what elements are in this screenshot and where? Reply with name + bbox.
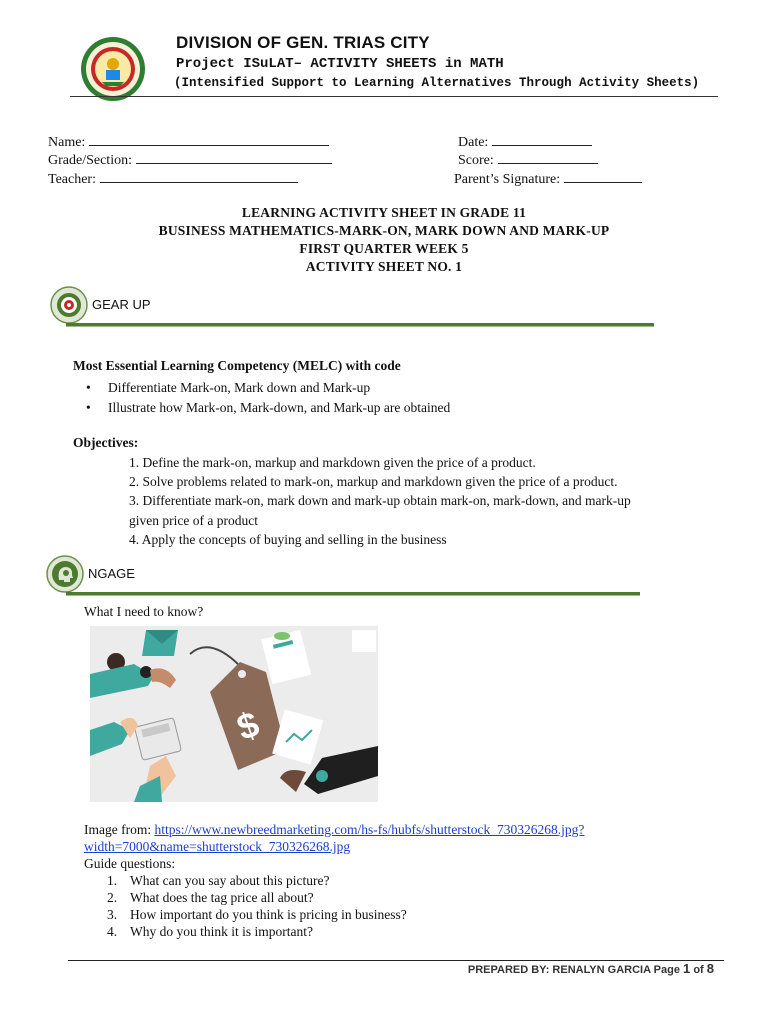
parent-signature-label: Parent’s Signature:	[454, 172, 561, 187]
name-blank[interactable]	[89, 134, 329, 146]
image-source-prefix: Image from:	[84, 822, 155, 837]
title-line-1: LEARNING ACTIVITY SHEET IN GRADE 11	[241, 205, 527, 220]
name-label: Name:	[48, 135, 86, 150]
page-of: of	[690, 964, 707, 976]
date-label: Date:	[458, 135, 489, 150]
objectives-heading: Objectives:	[73, 435, 139, 450]
grade-section-field[interactable]	[48, 152, 332, 169]
grade-section-label: Grade/Section:	[48, 153, 132, 168]
score-label: Score:	[458, 153, 494, 168]
project-subtitle: (Intensified Support to Learning Alternatives Through Activity Sheets)	[174, 76, 700, 90]
page-total: 8	[706, 961, 714, 976]
teacher-field[interactable]	[48, 171, 298, 188]
guide-question-text: What does the tag price all about?	[130, 890, 314, 905]
image-source-link-line-2[interactable]: width=7000&name=shutterstock_730326268.jpg	[84, 839, 351, 854]
grade-section-blank[interactable]	[136, 152, 332, 164]
title-line-2: BUSINESS MATHEMATICS-MARK-ON, MARK DOWN AND MARK-UP	[158, 223, 610, 238]
guide-question-number: 3.	[107, 907, 118, 922]
guide-question-number: 2.	[107, 890, 118, 905]
prepared-by: PREPARED BY: RENALYN GARCIA Page	[467, 964, 684, 976]
teacher-label: Teacher:	[48, 172, 96, 187]
gear-up-divider	[66, 323, 654, 327]
guide-questions-heading: Guide questions:	[84, 856, 176, 871]
division-title: DIVISION OF GEN. TRIAS CITY	[176, 33, 430, 52]
date-blank[interactable]	[492, 134, 592, 146]
image-source-link-continued[interactable]	[84, 839, 350, 855]
name-field[interactable]	[48, 134, 329, 151]
parent-signature-field[interactable]	[454, 171, 642, 188]
page-current: 1	[683, 961, 691, 976]
guide-question-text: How important do you think is pricing in business?	[130, 907, 407, 922]
guide-question-text: Why do you think it is important?	[130, 924, 313, 939]
melc-bullet: • Illustrate how Mark-on, Mark-down, and Mark-up are obtained	[108, 400, 450, 416]
title-line-4: ACTIVITY SHEET NO. 1	[305, 259, 463, 274]
project-title: Project ISuLAT– ACTIVITY SHEETS in MATH	[176, 56, 504, 72]
page-footer	[468, 961, 714, 976]
target-gear-icon	[50, 286, 88, 324]
melc-bullet: • Differentiate Mark-on, Mark down and Mark-up	[108, 380, 370, 396]
guide-question-text: What can you say about this picture?	[130, 873, 330, 888]
image-source-line	[84, 822, 584, 838]
engage-divider	[66, 592, 640, 596]
objective-item: 4. Apply the concepts of buying and selling in the business	[129, 532, 447, 547]
pricing-tag-illustration	[90, 626, 378, 802]
brain-head-icon	[46, 555, 84, 593]
teacher-blank[interactable]	[100, 171, 298, 183]
guide-question-number: 1.	[107, 873, 118, 888]
guide-question-number: 4.	[107, 924, 118, 939]
objective-item-continued: given price of a product	[129, 513, 258, 528]
objective-item: 2. Solve problems related to mark-on, markup and markdown given the price of a product.	[129, 474, 618, 489]
title-line-3: FIRST QUARTER WEEK 5	[299, 241, 469, 256]
objective-item: 3. Differentiate mark-on, mark down and mark-up obtain mark-on, mark-down, and mark-up	[129, 493, 631, 508]
division-seal-logo	[80, 36, 146, 102]
what-i-need-to-know: What I need to know?	[84, 604, 204, 619]
date-field[interactable]	[458, 134, 592, 151]
svg-text:$: $	[231, 702, 265, 749]
objective-item: 1. Define the mark-on, markup and markdown given the price of a product.	[129, 455, 536, 470]
score-field[interactable]	[458, 152, 598, 169]
score-blank[interactable]	[498, 152, 598, 164]
image-source-link[interactable]: https://www.newbreedmarketing.com/hs-fs/hubfs/shutterstock_730326268.jpg?	[154, 822, 585, 837]
header-divider	[70, 96, 718, 97]
gear-up-label: GEAR UP	[92, 297, 151, 312]
engage-label: NGAGE	[88, 566, 135, 581]
parent-signature-blank[interactable]	[564, 171, 642, 183]
melc-heading: Most Essential Learning Competency (MELC) with code	[73, 358, 401, 373]
